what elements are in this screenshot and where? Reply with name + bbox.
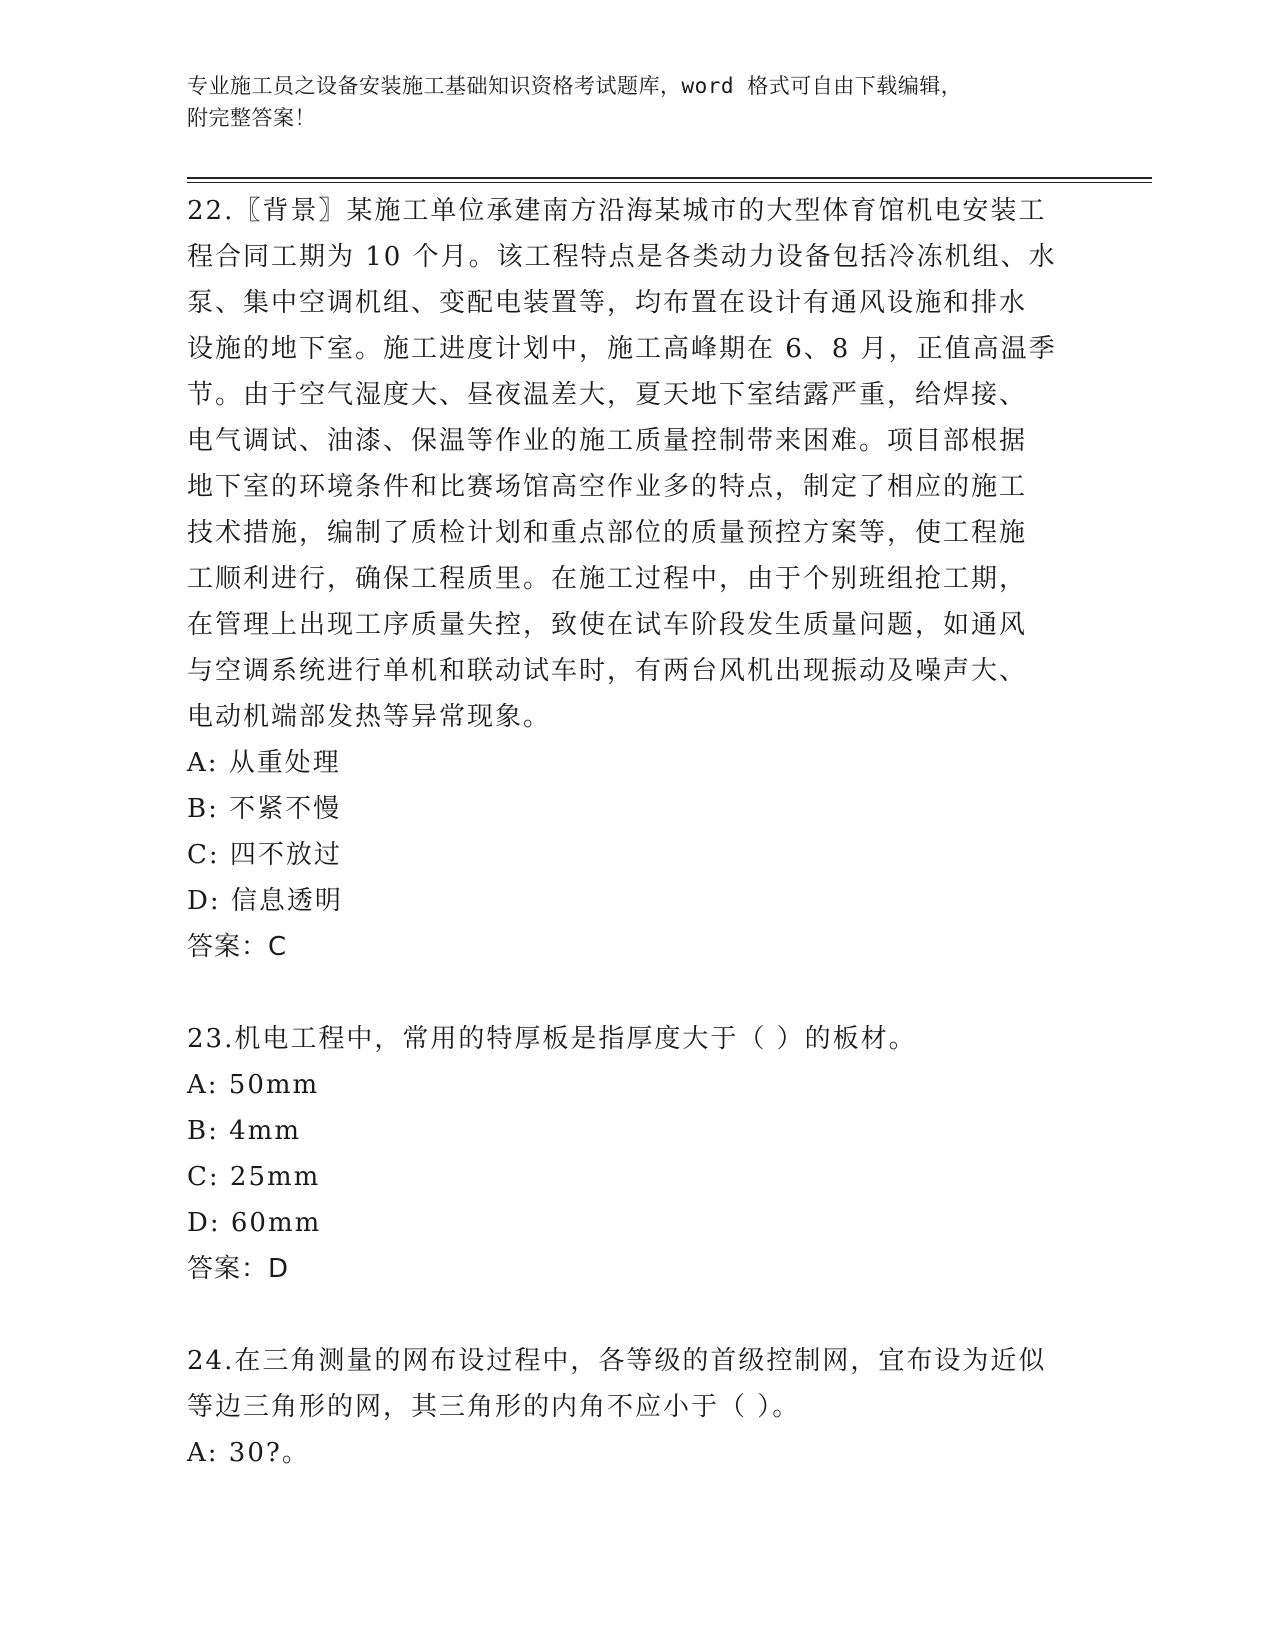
option-d: D: 60mm — [187, 1208, 322, 1238]
question-text-line: 地下室的环境条件和比赛场馆高空作业多的特点，制定了相应的施工 — [187, 472, 1028, 502]
option-a: A: 从重处理 — [187, 748, 341, 778]
question-list — [187, 188, 1087, 1476]
spacer — [187, 970, 1087, 1016]
option-b: B: 不紧不慢 — [187, 794, 342, 824]
question-text-line: 22.〖背景〗某施工单位承建南方沿海某城市的大型体育馆机电安装工 — [187, 196, 1047, 226]
header-line-2: 附完整答案！ — [187, 106, 316, 130]
answer: 答案：C — [187, 932, 288, 962]
question-text-line: 在管理上出现工序质量失控，致使在试车阶段发生质量问题，如通风 — [187, 610, 1028, 640]
option-a: A: 30?。 — [187, 1438, 310, 1468]
question-text-line: 电气调试、油漆、保温等作业的施工质量控制带来困难。项目部根据 — [187, 426, 1028, 456]
question-22 — [187, 188, 1087, 970]
header-line-1: 专业施工员之设备安装施工基础知识资格考试题库，word 格式可自由下载编辑， — [187, 74, 963, 98]
question-text-line: 23.机电工程中，常用的特厚板是指厚度大于（ ）的板材。 — [187, 1024, 917, 1054]
option-b: B: 4mm — [187, 1116, 301, 1146]
answer: 答案：D — [187, 1254, 290, 1284]
question-text-line: 节。由于空气湿度大、昼夜温差大，夏天地下室结露严重，给焊接、 — [187, 380, 1028, 410]
question-23 — [187, 1016, 1087, 1292]
question-text-line: 与空调系统进行单机和联动试车时，有两台风机出现振动及噪声大、 — [187, 656, 1028, 686]
question-24 — [187, 1338, 1087, 1476]
question-text-line: 等边三角形的网，其三角形的内角不应小于（ ）。 — [187, 1392, 801, 1422]
question-text-line: 工顺利进行，确保工程质里。在施工过程中，由于个别班组抢工期， — [187, 564, 1028, 594]
question-text-line: 泵、集中空调机组、变配电装置等，均布置在设计有通风设施和排水 — [187, 288, 1028, 318]
option-c: C: 四不放过 — [187, 840, 342, 870]
question-text-line: 设施的地下室。施工进度计划中，施工高峰期在 6、8 月，正值高温季 — [187, 334, 1057, 364]
question-text-line: 电动机端部发热等异常现象。 — [187, 702, 552, 732]
header-divider — [187, 177, 1152, 183]
question-text-line: 技术措施，编制了质检计划和重点部位的质量预控方案等，使工程施 — [187, 518, 1028, 548]
question-text-line: 程合同工期为 10 个月。该工程特点是各类动力设备包括冷冻机组、水 — [187, 242, 1057, 272]
option-a: A: 50mm — [187, 1070, 320, 1100]
question-text-line: 24.在三角测量的网布设过程中，各等级的首级控制网，宜布设为近似 — [187, 1346, 1047, 1376]
page-header — [187, 70, 1067, 134]
option-c: C: 25mm — [187, 1162, 321, 1192]
option-d: D: 信息透明 — [187, 886, 343, 916]
spacer — [187, 1292, 1087, 1338]
